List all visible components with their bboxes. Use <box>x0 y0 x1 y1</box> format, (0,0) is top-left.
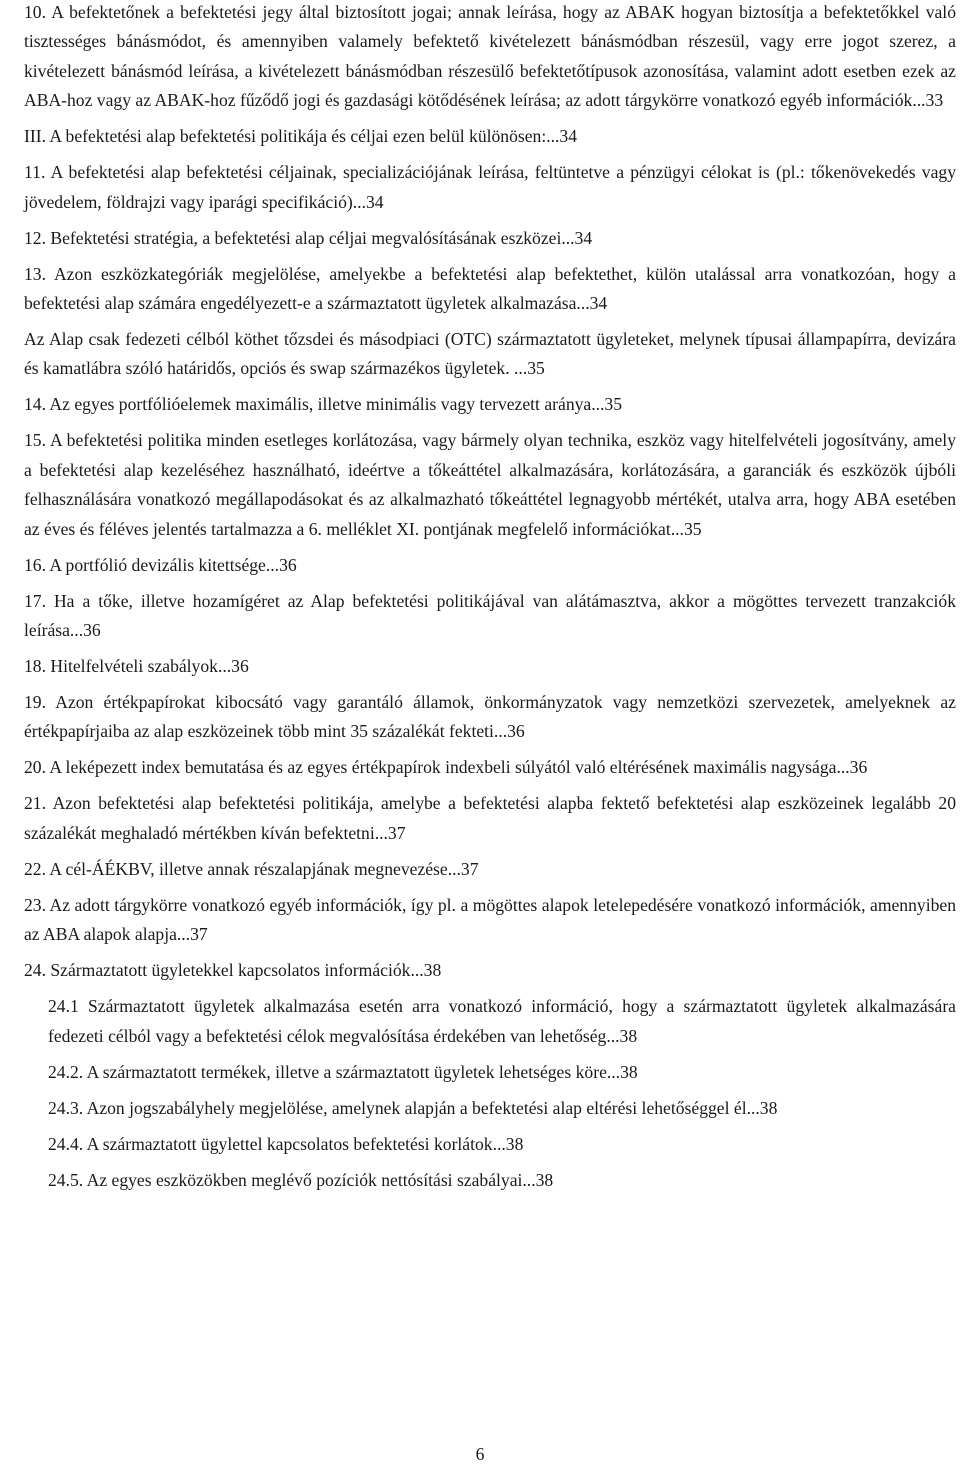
toc-entry-18: 18. Hitelfelvételi szabályok...36 <box>24 656 249 677</box>
toc-entry-13: 13. Azon eszközkategóriák megjelölése, amelyekbe a befektetési alap befektethet, külön utalással arra vonatkozóan, hogy a befektetési alap számára engedélyezett-e a származtatott ügyletek alkalmazása...34 <box>24 263 956 314</box>
toc-entry-17: 17. Ha a tőke, illetve hozamígéret az Alap befektetési politikájával van alátámasztva, akkor a mögöttes tervezett tranzakciók leírása...36 <box>24 590 956 641</box>
toc-entry-13-otc: Az Alap csak fedezeti célból köthet tőzsdei és másodpiaci (OTC) származtatott ügyleteket, melynek típusai állampapírra, devizára és kamatlábra szóló határidős, opciós és swap származékos ügyletek. ...35 <box>24 329 956 379</box>
toc-entry-24-2: 24.2. A származtatott termékek, illetve a származtatott ügyletek lehetséges köre...38 <box>48 1061 638 1082</box>
toc-entry-11: 11. A befektetési alap befektetési céljainak, specializációjának leírása, feltüntetve a pénzügyi célokat is (pl.: tőkenövekedés vagy jövedelem, földrajzi vagy iparági specifikáció)...34 <box>24 162 956 212</box>
toc-entry-22: 22. A cél-ÁÉKBV, illetve annak részalapjának megnevezése...37 <box>24 858 479 879</box>
toc-entry-24-5: 24.5. Az egyes eszközökben meglévő pozíciók nettósítási szabályai...38 <box>48 1169 554 1190</box>
toc-entry-24-1: 24.1 Származtatott ügyletek alkalmazása esetén arra vonatkozó információ, hogy a származtatott ügyletek alkalmazására fedezeti célból vagy a befektetési célok megvalósítása érdekében van lehetőség...38 <box>48 996 956 1046</box>
toc-entry-14: 14. Az egyes portfólióelemek maximális, illetve minimális vagy tervezett aránya...35 <box>24 394 623 415</box>
toc-entry-19: 19. Azon értékpapírokat kibocsátó vagy garantáló államok, önkormányzatok vagy nemzetközi szervezetek, amelyeknek az értékpapírjaiba az alap eszközeinek több mint 35 százalékát fekteti...36 <box>24 692 956 742</box>
toc-entry-12: 12. Befektetési stratégia, a befektetési alap céljai megvalósításának eszközei...34 <box>24 227 593 248</box>
toc-entry-21: 21. Azon befektetési alap befektetési politikája, amelybe a befektetési alapba fektető befektetési alap eszközeinek legalább 20 százalékát meghaladó mértékben kíván befektetni...37 <box>24 793 956 843</box>
toc-entry-iii: III. A befektetési alap befektetési politikája és céljai ezen belül különösen:...34 <box>24 126 578 147</box>
toc-entry-24-4: 24.4. A származtatott ügylettel kapcsolatos befektetési korlátok...38 <box>48 1133 524 1154</box>
toc-entry-20: 20. A leképezett index bemutatása és az egyes értékpapírok indexbeli súlyától való eltérésének maximális nagysága...36 <box>24 757 868 778</box>
toc-entry-23: 23. Az adott tárgykörre vonatkozó egyéb információk, így pl. a mögöttes alapok letelepedésére vonatkozó információk, amennyiben az ABA alapok alapja...37 <box>24 894 956 945</box>
toc-entry-15: 15. A befektetési politika minden esetleges korlátozása, vagy bármely olyan technika, eszköz vagy hitelfelvételi jogosítvány, amely a befektetési alap kezeléséhez használható, ideértve a tőkeáttétel alkalmazására, korlátozására, a garanciák és eszközök újbóli felhasználására vonatkozó megállapodásokat és az alkalmazható tőkeáttétel legnagyobb mértékét, utalva arra, hogy ABA esetében az éves és féléves jelentés tartalmazza a 6. melléklet XI. pontjának megfelelő információkat...35 <box>24 430 956 539</box>
page-number: 6 <box>475 1444 485 1464</box>
toc-entry-24: 24. Származtatott ügyletekkel kapcsolatos információk...38 <box>24 960 442 981</box>
toc-entry-24-3: 24.3. Azon jogszabályhely megjelölése, amelynek alapján a befektetési alap eltérési lehetőséggel él...38 <box>48 1097 778 1118</box>
toc-entry-16: 16. A portfólió devizális kitettsége...36 <box>24 554 297 575</box>
toc-entry-10: 10. A befektetőnek a befektetési jegy által biztosított jogai; annak leírása, hogy az ABAK hogyan biztosítja a befektetőkkel való tisztességes bánásmódot, és amennyiben valamely befektető kivételezett bánásmódban részesül, vagy erre jogot szerez, a kivételezett bánásmód leírása, a kivételezett bánásmódban részesülő befektetőtípusok azonosítása, valamint adott esetben ezek az ABA-hoz vagy az ABAK-hoz fűződő jogi és gazdasági kötődésének leírása; az adott tárgykörre vonatkozó egyéb információk...33 <box>24 2 956 111</box>
toc-page <box>24 0 956 1195</box>
